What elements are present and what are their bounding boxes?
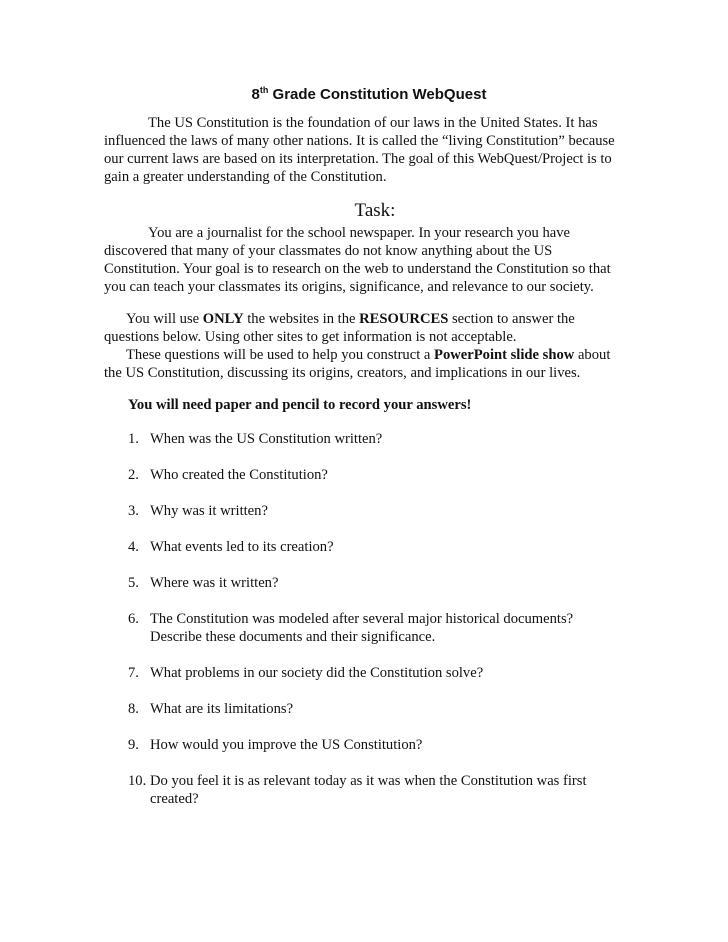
resources-emphasis: RESOURCES bbox=[359, 311, 449, 327]
question-text: The Constitution was modeled after several major historical documents? Describe these documents and their significance. bbox=[150, 611, 574, 645]
resources-text-c: section to answer the questions below. Using other sites to get information is not acceptable. bbox=[104, 311, 575, 345]
question-text: Why was it written? bbox=[150, 503, 268, 519]
question-item bbox=[128, 430, 624, 448]
paper-pencil-notice: You will need paper and pencil to record your answers! bbox=[128, 397, 472, 413]
question-text: What are its limitations? bbox=[150, 701, 294, 717]
resources-text-b: the websites in the bbox=[243, 311, 360, 327]
intro-paragraph: The US Constitution is the foundation of our laws in the United States. It has influenced the laws of many other nations. It is called the “living Constitution” because our current laws are based on its interpretation. The goal of this WebQuest/Project is to gain a greater understanding of the Constitution. bbox=[104, 115, 615, 185]
question-text: Who created the Constitution? bbox=[150, 467, 328, 483]
question-item bbox=[128, 664, 624, 682]
question-item bbox=[128, 610, 624, 646]
question-item bbox=[128, 574, 624, 592]
document-page bbox=[104, 86, 624, 826]
powerpoint-emphasis: PowerPoint slide show bbox=[434, 347, 575, 363]
powerpoint-text-a: These questions will be used to help you construct a bbox=[126, 347, 435, 363]
question-text: What problems in our society did the Constitution solve? bbox=[150, 665, 484, 681]
only-emphasis: ONLY bbox=[202, 311, 244, 327]
question-item bbox=[128, 700, 624, 718]
powerpoint-text-b: about the US Constitution, discussing its origins, creators, and implications in our lives. bbox=[104, 347, 611, 381]
question-item bbox=[128, 502, 624, 520]
question-item bbox=[128, 736, 624, 754]
title-grade-suffix: th bbox=[259, 85, 269, 95]
question-number: 9. bbox=[128, 737, 139, 753]
title-text: Grade Constitution WebQuest bbox=[268, 86, 487, 103]
question-number: 2. bbox=[128, 467, 139, 483]
task-heading: Task: bbox=[354, 200, 396, 221]
question-text: Do you feel it is as relevant today as it was when the Constitution was first created? bbox=[150, 773, 587, 807]
task-paragraph: You are a journalist for the school newspaper. In your research you have discovered that many of your classmates do not know anything about the US Constitution. Your goal is to research on the web to understand the Constitution so that you can teach your classmates its origins, significance, and relevance to our society. bbox=[104, 225, 611, 295]
question-number: 7. bbox=[128, 665, 139, 681]
resources-paragraph bbox=[104, 310, 624, 346]
question-number: 8. bbox=[128, 701, 139, 717]
question-number: 10. bbox=[128, 773, 147, 789]
question-list bbox=[104, 430, 624, 808]
question-number: 3. bbox=[128, 503, 139, 519]
question-text: How would you improve the US Constitution? bbox=[150, 737, 423, 753]
page-title bbox=[104, 86, 624, 104]
powerpoint-paragraph bbox=[104, 346, 624, 382]
question-number: 4. bbox=[128, 539, 139, 555]
question-text: When was the US Constitution written? bbox=[150, 431, 383, 447]
question-number: 5. bbox=[128, 575, 139, 591]
question-number: 1. bbox=[128, 431, 139, 447]
question-item bbox=[128, 772, 624, 808]
question-number: 6. bbox=[128, 611, 139, 627]
question-item bbox=[128, 538, 624, 556]
question-text: Where was it written? bbox=[150, 575, 279, 591]
resources-text-a: You will use bbox=[126, 311, 203, 327]
title-grade-number: 8 bbox=[251, 86, 260, 103]
question-text: What events led to its creation? bbox=[150, 539, 334, 555]
question-item bbox=[128, 466, 624, 484]
